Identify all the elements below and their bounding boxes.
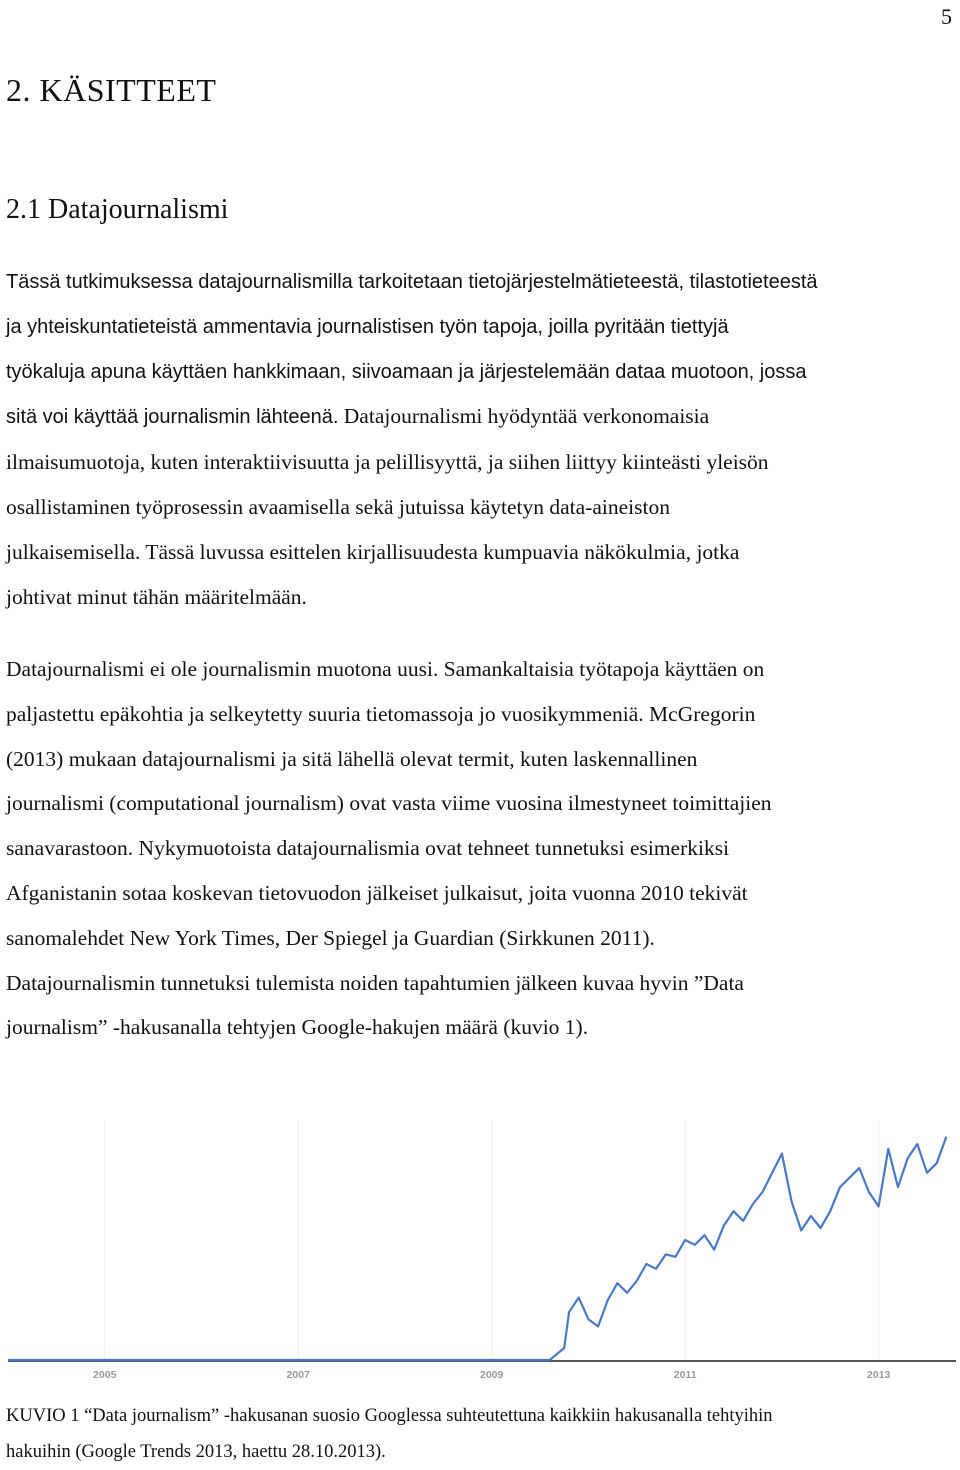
text-segment: Datajournalismi hyödyntää verkonomaisia <box>338 404 710 429</box>
text-line: ilmaisumuotoja, kuten interaktiivisuutta ja pelillisyyttä, ja siihen liittyy kiinteästi yleisön <box>6 450 769 475</box>
text-line: Datajournalismi ei ole journalismin muotona uusi. Samankaltaisia työtapoja käyttäen on <box>6 657 765 681</box>
text-line: Tässä tutkimuksessa datajournalismilla tarkoitetaan tietojärjestelmätieteestä, tilastotieteestä <box>6 271 818 293</box>
text-segment: sitä voi käyttää journalismin lähteenä. <box>6 406 339 429</box>
text-line: paljastettu epäkohtia ja selkeytetty suuria tietomassoja jo vuosikymmeniä. McGregorin <box>6 701 756 726</box>
text-line: sanomalehdet New York Times, Der Spiegel ja Guardian (Sirkkunen 2011). <box>6 925 655 950</box>
text-line: Afganistanin sotaa koskevan tietovuodon jälkeiset julkaisut, joita vuonna 2010 tekivät <box>6 880 748 905</box>
text-line: journalismi (computational journalism) ovat vasta viime vuosina ilmestyneet toimittajien <box>6 791 772 816</box>
x-tick-label: 2009 <box>479 1369 504 1381</box>
x-tick-label: 2011 <box>673 1369 697 1381</box>
text-line: Datajournalismin tunnetuksi tulemista noiden tapahtumien jälkeen kuvaa hyvin ”Data <box>6 970 744 995</box>
figure-caption <box>6 1398 956 1470</box>
page-number: 5 <box>941 4 952 29</box>
caption-line: hakuihin (Google Trends 2013, haettu 28.10.2013). <box>6 1442 386 1462</box>
text-line: sanavarastoon. Nykymuotoista datajournalismia ovat tehneet tunnetuksi esimerkiksi <box>6 836 730 861</box>
text-line: johtivat minut tähän määritelmään. <box>6 584 307 609</box>
x-tick-label: 2013 <box>866 1369 891 1381</box>
text-line: työkaluja apuna käyttäen hankkimaan, siivoamaan ja järjestelemään dataa muotoon, jossa <box>6 360 807 383</box>
text-line-mixed <box>6 394 954 440</box>
text-line: (2013) mukaan datajournalismi ja sitä lähellä olevat termit, kuten laskennallinen <box>6 746 698 771</box>
chapter-heading: 2. KÄSITTEET <box>6 72 217 108</box>
chart-svg <box>0 1110 960 1390</box>
paragraph-definition <box>6 260 954 619</box>
text-line: ja yhteiskuntatieteistä ammentavia journalistisen työn tapoja, joilla pyritään tiettyjä <box>6 315 729 338</box>
x-tick-label: 2007 <box>286 1369 310 1381</box>
text-line: journalism” -hakusanalla tehtyjen Google-hakujen määrä (kuvio 1). <box>6 1015 589 1040</box>
trend-line <box>8 1137 946 1360</box>
paragraph-history <box>6 647 954 1050</box>
x-tick-label: 2005 <box>93 1369 117 1381</box>
section-heading: 2.1 Datajournalismi <box>6 194 229 225</box>
caption-line: KUVIO 1 “Data journalism” -hakusanan suosio Googlessa suhteutettuna kaikkiin hakusanalla tehtyihin <box>6 1406 773 1426</box>
text-line: osallistaminen työprosessin avaamisella sekä jutuissa käytetyn data-aineiston <box>6 494 670 519</box>
google-trends-chart <box>0 1110 960 1390</box>
text-line: julkaisemisella. Tässä luvussa esittelen kirjallisuudesta kumpuavia näkökulmia, jotka <box>6 539 740 564</box>
